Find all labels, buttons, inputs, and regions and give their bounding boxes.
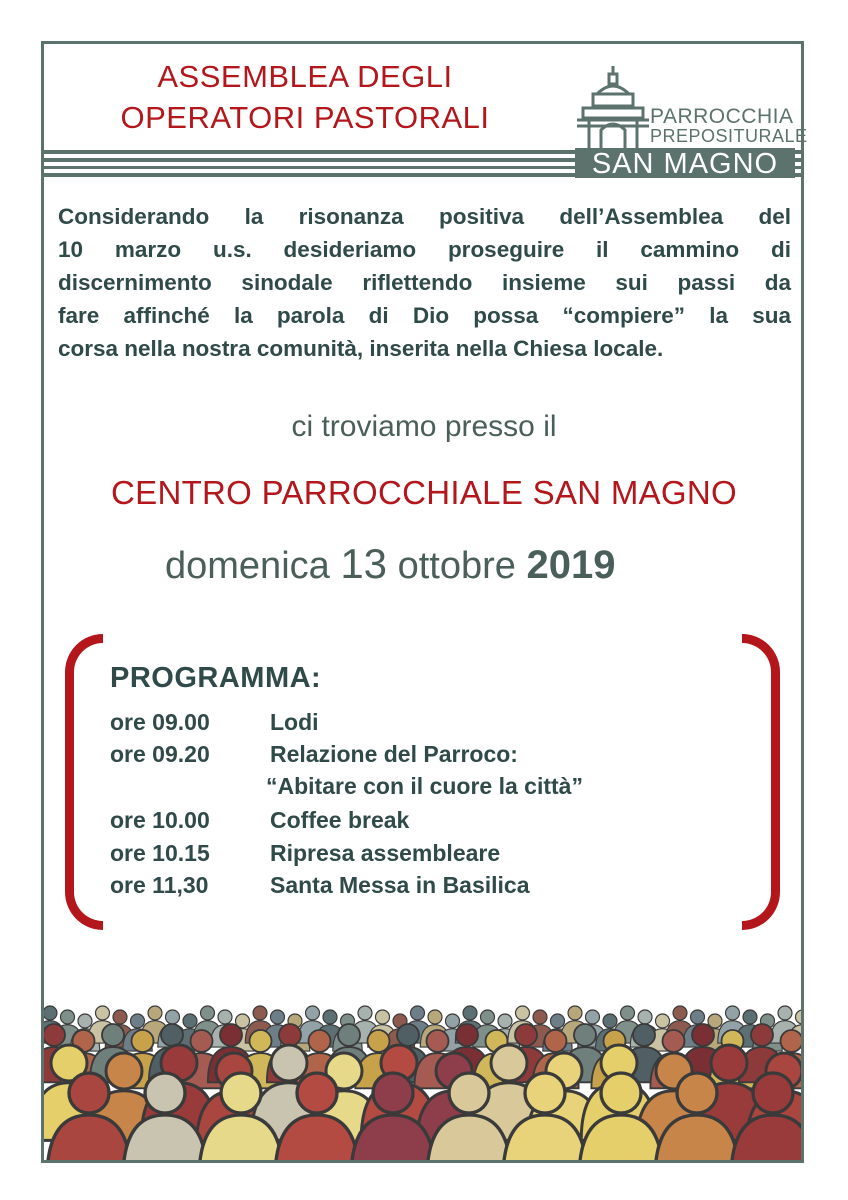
- program-activity: Ripresa assembleare: [270, 840, 501, 866]
- program-activity: “Abitare con il cuore la città”: [266, 773, 583, 799]
- crowd-illustration: [44, 995, 801, 1160]
- program-row: [110, 840, 500, 867]
- program-time: ore 09.00: [110, 709, 210, 735]
- header-title-line1: ASSEMBLEA DEGLI: [157, 59, 453, 94]
- program-row: [110, 773, 583, 800]
- date-year: 2019: [526, 543, 616, 587]
- intro-line: discernimento sinodale riflettendo insieme sui passi da: [58, 270, 791, 295]
- date-month: ottobre: [397, 545, 516, 587]
- program-time: ore 09.20: [110, 741, 210, 767]
- intro-line: corsa nella nostra comunità, inserita nella Chiesa locale.: [58, 336, 664, 361]
- program-time: ore 10.15: [110, 840, 210, 866]
- intro-paragraph: [58, 200, 791, 365]
- program-activity: Santa Messa in Basilica: [270, 872, 530, 898]
- header-title-line2: OPERATORI PASTORALI: [120, 100, 490, 135]
- program-row: [110, 807, 409, 834]
- program-row: [110, 872, 530, 899]
- logo-text-san-magno: SAN MAGNO: [575, 148, 795, 178]
- program-row: [110, 709, 319, 736]
- date-day: 13: [340, 540, 388, 587]
- program-time: ore 10.00: [110, 807, 210, 833]
- logo-text-prepositurale: PREPOSITURALE: [650, 126, 808, 146]
- program-title: PROGRAMMA:: [110, 662, 322, 694]
- date-weekday: domenica: [165, 545, 330, 587]
- program-bracket-left: [65, 634, 103, 930]
- program-row: [110, 741, 518, 768]
- logo-text-parrocchia: PARROCCHIA: [650, 105, 794, 128]
- program-activity: Relazione del Parroco:: [270, 741, 518, 767]
- program-bracket-right: [742, 634, 780, 930]
- program-activity: Lodi: [270, 709, 319, 735]
- program-activity: Coffee break: [270, 807, 410, 833]
- event-date: [165, 540, 615, 588]
- program-time: ore 11,30: [110, 872, 209, 898]
- meeting-intro: ci troviamo presso il: [291, 410, 557, 443]
- venue-name: CENTRO PARROCCHIALE SAN MAGNO: [111, 474, 737, 511]
- intro-line: Considerando la risonanza positiva dell’Assemblea del: [58, 204, 791, 229]
- intro-line: fare affinché la parola di Dio possa “compiere” la sua: [58, 303, 791, 328]
- intro-line: 10 marzo u.s. desideriamo proseguire il cammino di: [58, 237, 791, 262]
